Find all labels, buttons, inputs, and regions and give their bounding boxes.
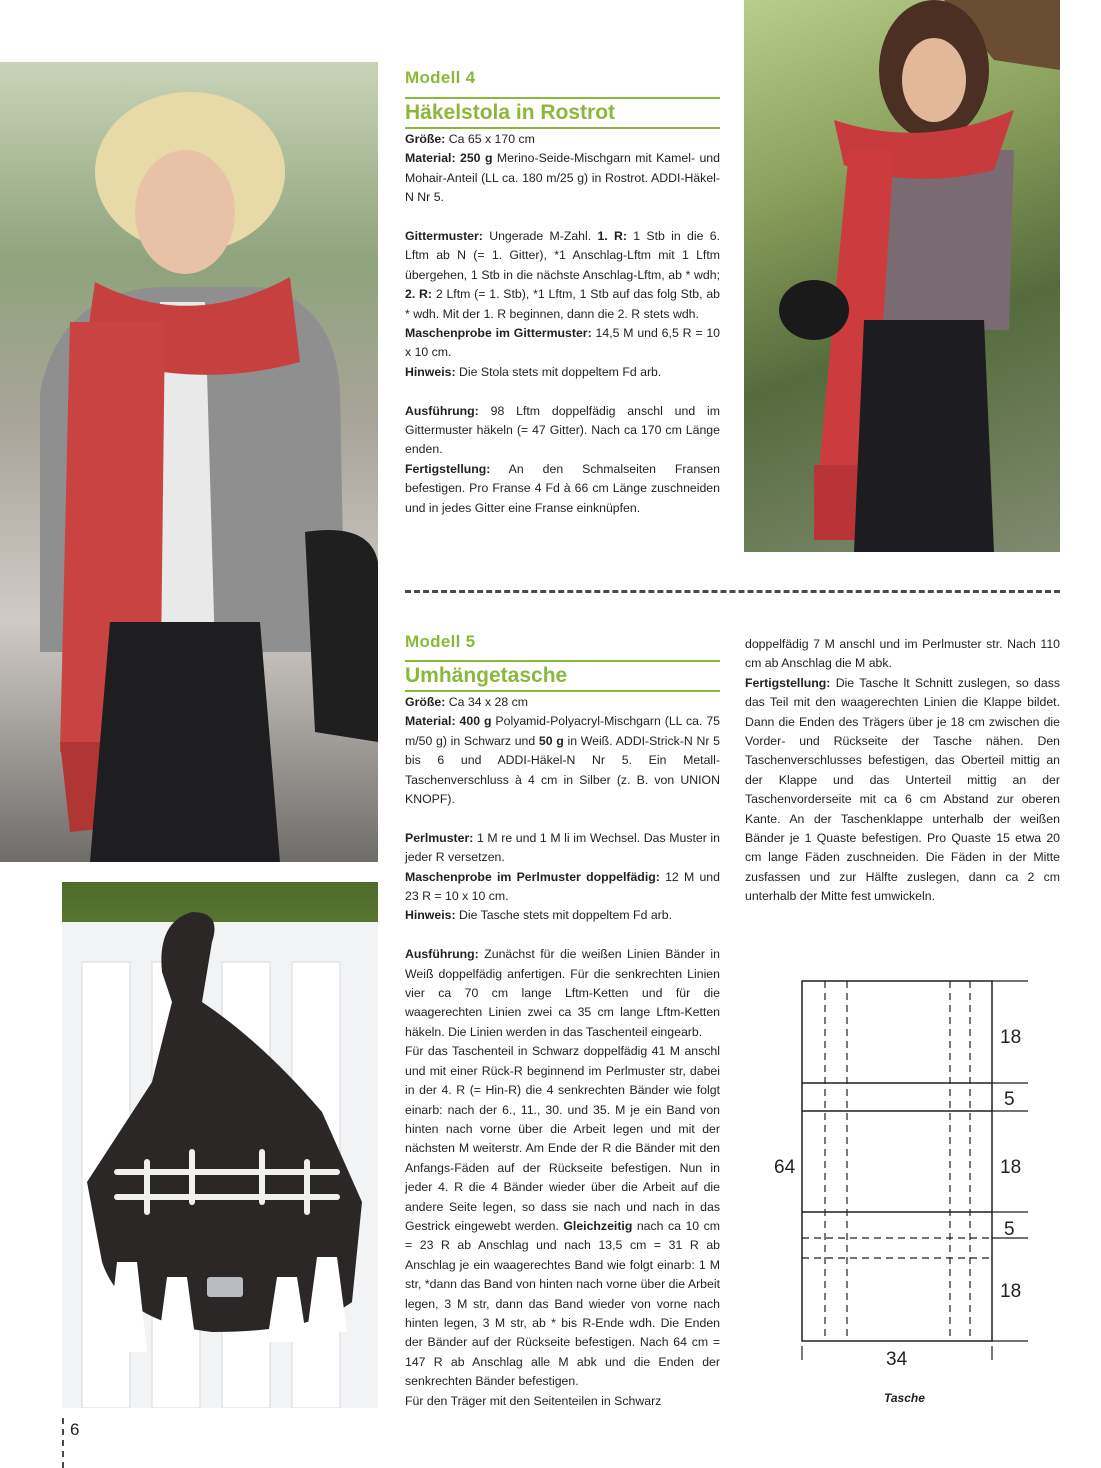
maschenprobe-label: Maschenprobe im Perlmuster doppelfädig: (405, 869, 660, 884)
schematic-dimension-ticks (802, 981, 1028, 1360)
material-amount: 250 g (455, 151, 493, 166)
maschenprobe-value: 14,5 M und 6,5 R = 10 x 10 cm. (405, 326, 720, 360)
schematic-horizontal-lines (802, 1238, 992, 1258)
schematic-outline (802, 981, 992, 1341)
fertigstellung-value: An den Schmalseiten Fransen befestigen. Pro Franse 4 Fd à 66 cm Länge zuschneiden und in jedes Gitter eine Franse einknüpfen. (405, 461, 720, 515)
modell-5-material (405, 712, 720, 809)
material-label: Material: (405, 714, 456, 729)
photo-stola-2-illustration (744, 0, 1060, 552)
modell-4-label: Modell 4 (405, 68, 476, 87)
ausfuehrung-text-d: Für den Träger mit den Seitenteilen in Schwarz (405, 1393, 662, 1408)
gittermuster-text-b: 1 Stb in die 6. Lftm ab N (= 1. Gitter), *1 Anschlag-Lftm mit 1 Lftm übergehen, 1 Stb in die nächste Anschlag-Lftm, ab * wdh; (405, 229, 720, 282)
schematic-caption: Tasche (884, 1391, 925, 1405)
modell-4-hinweis (405, 363, 720, 382)
ausfuehrung-value: 98 Lftm doppelfädig anschl und im Gittermuster häkeln (= 47 Gitter). Nach ca 170 cm Länge enden. (405, 403, 720, 457)
gittermuster-r1: 1. R: (597, 229, 627, 244)
material-value: Merino-Seide-Mischgarn mit Kamel- und Mohair-Anteil (LL ca. 180 m/25 g) in Rostrot. ADDI-Häkel-N Nr 5. (405, 151, 720, 205)
photo-woman-red-stola (0, 62, 378, 862)
hinweis-value: Die Stola stets mit doppeltem Fd arb. (455, 364, 662, 379)
gittermuster-label: Gittermuster: (405, 229, 483, 244)
schematic-seg-5: 18 (1000, 1281, 1022, 1302)
hinweis-label: Hinweis: (405, 364, 456, 379)
groesse-value: Ca 34 x 28 cm (445, 695, 529, 709)
material-text-b: in Weiß. ADDI-Strick-N Nr 5 bis 6 und ADDI-Häkel-N Nr 5. Ein Metall-Taschenverschluss à 4 cm in Silber (z. B. von UNION KNOPF). (405, 733, 720, 807)
fertigstellung-label: Fertigstellung: (745, 675, 831, 690)
schematic-seg-1: 18 (1000, 1027, 1022, 1048)
fertigstellung-label: Fertigstellung: (405, 461, 491, 476)
modell-4-title: Häkelstola in Rostrot (405, 97, 720, 129)
photo-woman-red-stola-tree (744, 0, 1060, 552)
ausfuehrung-text-c: nach ca 10 cm = 23 R ab Anschlag und nach 13,5 cm = 31 R ab Anschlag je ein waagerechtes Band wie folgt einarb: 1 M str, *dann das Band von hinten nach vorne über die Arbeit legen, 3 M str, dann das Band wieder von vorne nach hinten legen, 3 M str, ab * bis R-Ende wdh. Die Enden der Bänder auf der Rückseite befestigen. Nach 64 cm = 147 R ab Anschlag alle M abk und die Enden der senkrechten Bänder befestigen. (405, 1218, 720, 1389)
modell-5-groesse (405, 693, 720, 712)
photo-bag-illustration (62, 882, 378, 1408)
groesse-value: Ca 65 x 170 cm (445, 132, 535, 146)
photo-black-shoulder-bag (62, 882, 378, 1408)
modell-5-ausfuehrung-b (405, 1042, 720, 1391)
bag-schematic (770, 968, 1040, 1388)
modell-4-gittermuster (405, 227, 720, 324)
modell-4-groesse (405, 130, 720, 149)
photo-stola-illustration (0, 62, 378, 862)
page-number: 6 (70, 1420, 80, 1439)
ausfuehrung-text-cont: doppelfädig 7 M anschl und im Perlmuster str. Nach 110 cm ab Anschlag die M abk. (745, 637, 1060, 671)
hinweis-label: Hinweis: (405, 908, 456, 923)
modell-5-label: Modell 5 (405, 632, 476, 651)
modell-5-instructions-col-2 (745, 635, 1060, 907)
schematic-vertical-lines (825, 981, 970, 1341)
ausfuehrung-text-a: Zunächst für die weißen Linien Bänder in Weiß doppelfädig anfertigen. Für die senkrechten Linien vier ca 70 cm lange Lftm-Ketten und für die waagerechten Linien zwei ca 35 cm lange Lftm-Ketten häkeln. Die Linien werden in das Taschenteil eingearb. (405, 947, 720, 1039)
ausfuehrung-label: Ausführung: (405, 947, 479, 962)
hinweis-value: Die Tasche stets mit doppeltem Fd arb. (455, 908, 673, 923)
modell-5-maschenprobe (405, 868, 720, 907)
gleichzeitig-label: Gleichzeitig (563, 1218, 633, 1233)
page-number-rule (62, 1418, 64, 1468)
schematic-seg-2: 5 (1004, 1089, 1015, 1110)
gittermuster-text-a: Ungerade M-Zahl. (482, 229, 598, 244)
modell-5-perlmuster (405, 829, 720, 868)
modell-4-fertigstellung (405, 460, 720, 518)
modell-4-instructions (405, 130, 720, 518)
groesse-label: Größe: (405, 132, 446, 146)
schematic-seg-3: 18 (1000, 1157, 1022, 1178)
perlmuster-value: 1 M re und 1 M li im Wechsel. Das Muster in jeder R versetzen. (405, 830, 720, 865)
schematic-fold-lines (802, 1083, 992, 1212)
modell-5-title: Umhängetasche (405, 660, 720, 692)
fertigstellung-value: Die Tasche lt Schnitt zuslegen, so dass das Teil mit den waagerechten Linien die Klappe bildet. Dann die Enden des Trägers über je 18 cm zwischen die Vorder- und Rückseite der Tasche nähen. Den Taschenverschlusses befestigen, das Oberteil mittig an der Klappe und das Unterteil mittig an der Taschenvorderseite mit ca 6 cm Abstand zur oberen Kante. An der Taschenklappe unterhalb der weißen Bänder je 1 Quaste befestigen. Pro Quaste 15 etwa 20 cm lange Fäden zuschneiden. Die Fäden in der Mitte zusfassen und zur Hälfte zuslegen, dann ca 2 cm unterhalb der Mitte fest umwickeln. (745, 675, 1060, 904)
material-amount-white: 50 g (538, 733, 564, 748)
material-label: Material: (405, 151, 456, 166)
schematic-seg-4: 5 (1004, 1219, 1015, 1240)
modell-5-instructions-col-1 (405, 693, 720, 1411)
modell-5-ausfuehrung-d (405, 1392, 720, 1411)
groesse-label: Größe: (405, 695, 446, 709)
modell-5-fertigstellung (745, 674, 1060, 907)
modell-4-ausfuehrung (405, 402, 720, 460)
material-amount-black: 400 g (455, 714, 492, 729)
gittermuster-r2: 2. R: (405, 287, 433, 302)
perlmuster-label: Perlmuster: (405, 830, 474, 845)
section-divider (405, 590, 1060, 593)
modell-4-maschenprobe (405, 324, 720, 363)
schematic-width-label: 34 (886, 1349, 908, 1370)
ausfuehrung-label: Ausführung: (405, 403, 479, 418)
modell-5-ausfuehrung-cont (745, 635, 1060, 674)
modell-4-material (405, 149, 720, 207)
maschenprobe-value: 12 M und 23 R = 10 x 10 cm. (405, 869, 720, 904)
gittermuster-text-c: 2 Lftm (= 1. Stb), *1 Lftm, 1 Stb auf das folg Stb, ab * wdh. Mit der 1. R beginnen, dann die 2. R stets wdh. (405, 287, 720, 321)
modell-5-ausfuehrung-a (405, 945, 720, 1042)
maschenprobe-label: Maschenprobe im Gittermuster: (405, 326, 592, 341)
material-text-a: Polyamid-Polyacryl-Mischgarn (LL ca. 75 m/50 g) in Schwarz und (405, 714, 720, 748)
ausfuehrung-text-b: Für das Taschenteil in Schwarz doppelfädig 41 M anschl und mit einer Rück-R beginnend im Perlmuster str, dabei in der 4. R (= Hin-R) die 4 senkrechten Bänder wie folgt einarb: nach der 6., 11., 30. und 35. M je ein Band von hinten nach vorne über die Arbeit legen und mit der nächsten M weiterstr. Am Ende der R die Bänder mit den Anfangs-Fäden auf der Rückseite befestigen. Nun in jeder 4. R die 4 Bänder wieder über die Arbeit auf die andere Seite legen, so dass sie nach und nach in das Gestrick eingewebt werden. (405, 1044, 720, 1233)
modell-5-hinweis (405, 906, 720, 925)
schematic-height-label: 64 (774, 1157, 796, 1178)
